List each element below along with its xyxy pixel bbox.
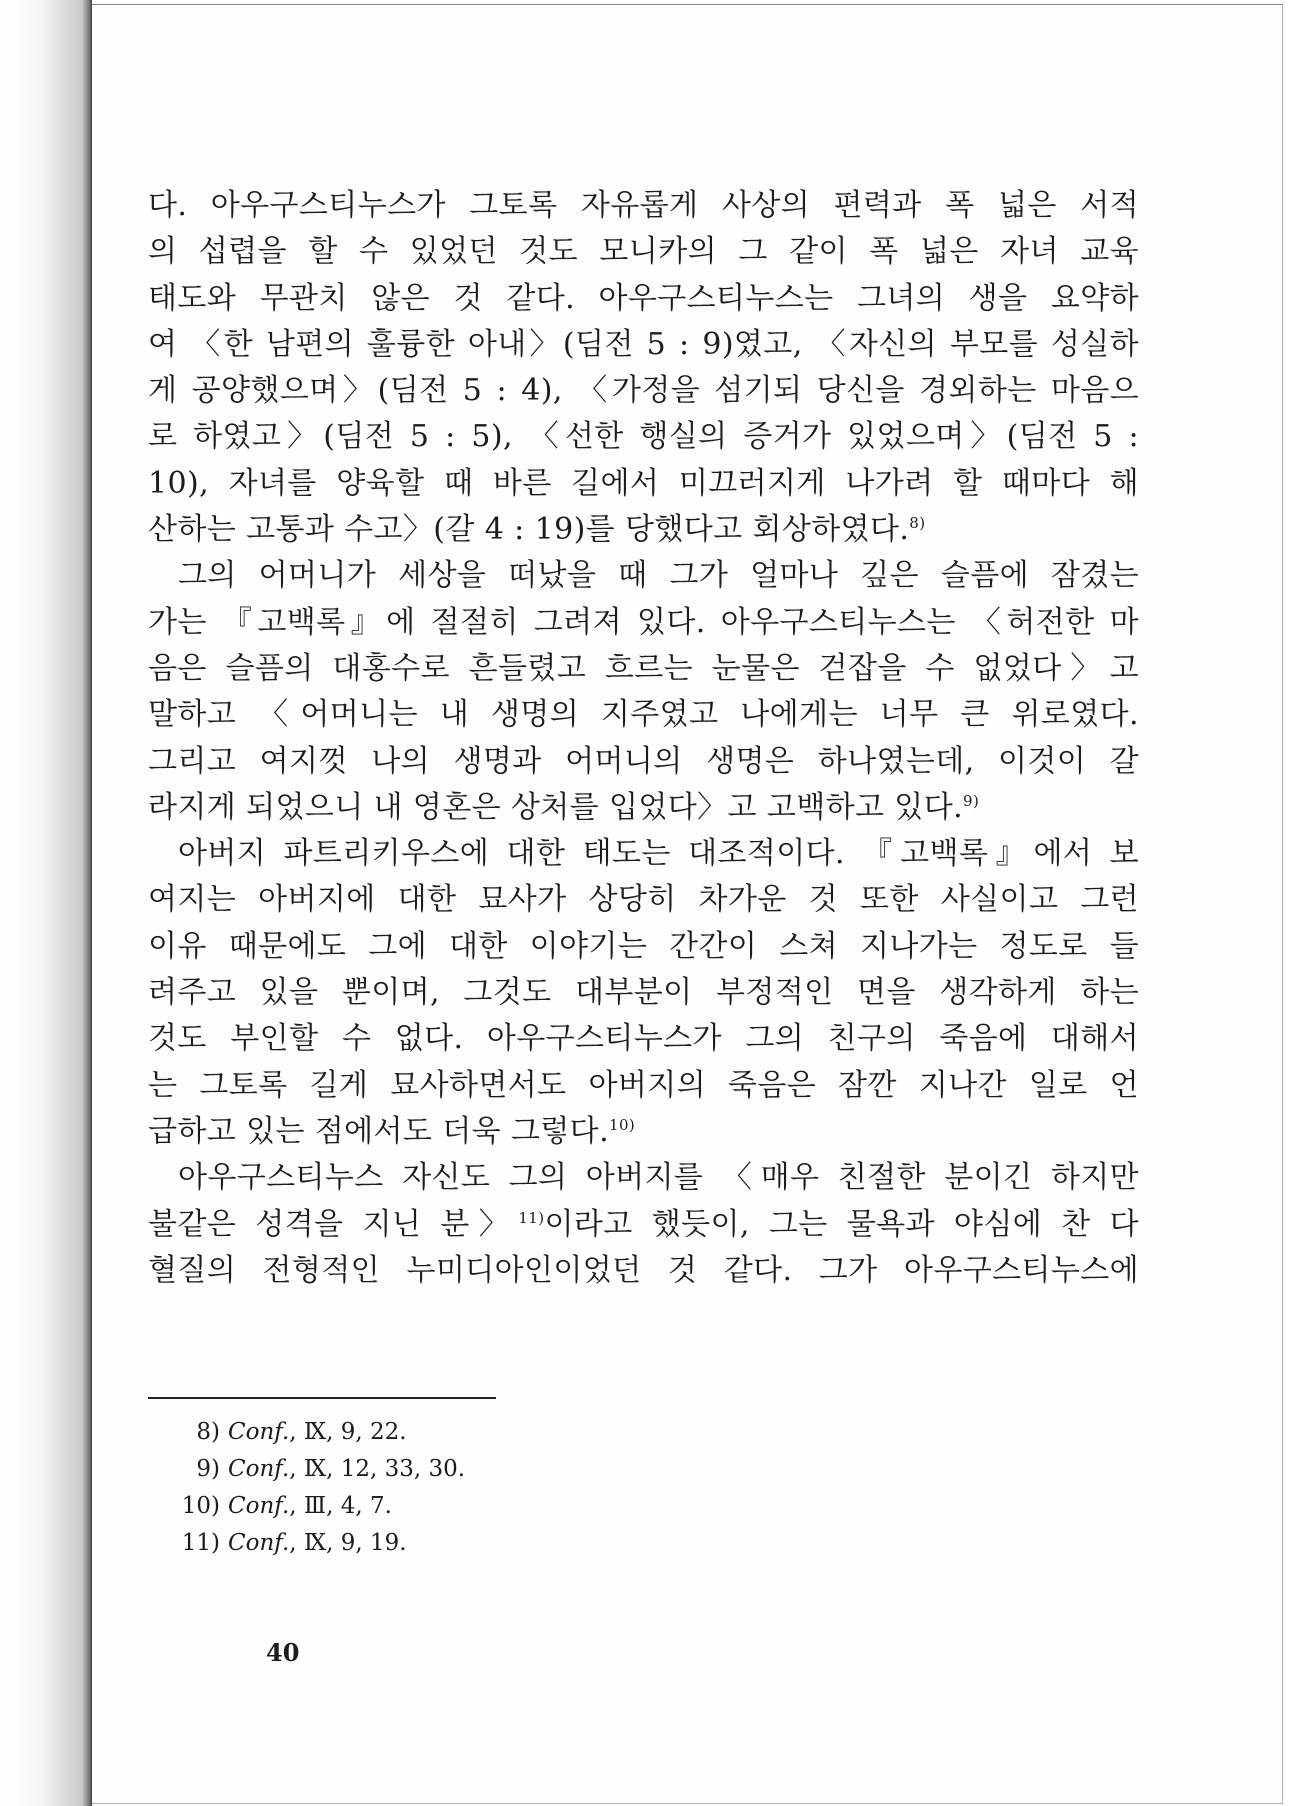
- footnote-ref: , Ⅸ, 9, 19.: [289, 1530, 407, 1556]
- text-line: 말하고 〈어머니는 내 생명의 지주였고 나에게는 너무 큰 위로였다.: [148, 697, 1139, 733]
- footnote-number: 9): [196, 1456, 220, 1482]
- book-gutter-shadow: [0, 0, 92, 1806]
- text-segment: 라지게 되었으니 내 영혼은 상처를 입었다〉고 고백하고 있다.: [148, 789, 964, 825]
- footnote-number: 8): [196, 1419, 220, 1445]
- footnote-ref: , Ⅸ, 9, 22.: [289, 1419, 407, 1445]
- paragraph-1: [148, 183, 1139, 553]
- text-line: 의 섭렵을 할 수 있었던 것도 모니카의 그 같이 폭 넓은 자녀 교육: [148, 234, 1139, 270]
- text-segment: 이라고 했듯이, 그는 물욕과 야심에 찬 다: [544, 1206, 1139, 1242]
- footnote-ref: , Ⅸ, 12, 33, 30.: [289, 1456, 466, 1482]
- text-line: 여 〈한 남편의 훌륭한 아내〉(딤전 5 : 9)였고, 〈자신의 부모를 성실하: [148, 326, 1139, 362]
- footnote-ref-10[interactable]: 10): [609, 1115, 636, 1134]
- footnote-item: [172, 1414, 772, 1451]
- text-line: 가는 『고백록』에 절절히 그려져 있다. 아우구스티누스는 〈허전한 마: [148, 604, 1139, 640]
- text-line: 10), 자녀를 양육할 때 바른 길에서 미끄러지게 나가려 할 때마다 해: [148, 465, 1139, 501]
- paragraph-3: [148, 831, 1139, 1155]
- footnote-number: 10): [181, 1493, 220, 1519]
- text-line: 태도와 무관치 않은 것 같다. 아우구스티누스는 그녀의 생을 요약하: [148, 280, 1139, 316]
- text-line: 로 하였고〉(딤전 5 : 5), 〈선한 행실의 증거가 있었으며〉(딤전 5 :: [148, 419, 1139, 455]
- footnote-ref-11[interactable]: 11): [518, 1208, 545, 1227]
- footnote-ref: , Ⅲ, 4, 7.: [289, 1493, 392, 1519]
- text-segment: 산하는 고통과 수고〉(갈 4 : 19)를 당했다고 회상하였다.: [148, 512, 910, 548]
- text-line: 여지는 아버지에 대한 묘사가 상당히 차가운 것 또한 사실이고 그런: [148, 882, 1139, 918]
- text-line: 혈질의 전형적인 누미디아인이었던 것 같다. 그가 아우구스티누스에: [148, 1252, 1139, 1288]
- footnote-ref-9[interactable]: 9): [963, 791, 980, 810]
- footnote-work: Conf.: [228, 1456, 290, 1482]
- text-line: 아버지 파트리키우스에 대한 태도는 대조적이다. 『고백록』에서 보: [178, 836, 1139, 872]
- text-line: [148, 785, 1139, 831]
- footnote-work: Conf.: [228, 1493, 290, 1519]
- text-line: 는 그토록 길게 묘사하면서도 아버지의 죽음은 잠깐 지나간 일로 언: [148, 1067, 1139, 1103]
- text-line: 려주고 있을 뿐이며, 그것도 대부분이 부정적인 면을 생각하게 하는: [148, 975, 1139, 1011]
- text-line: 다. 아우구스티누스가 그토록 자유롭게 사상의 편력과 폭 넓은 서적: [148, 188, 1139, 223]
- footnotes: [172, 1414, 772, 1562]
- footnote-divider: [148, 1397, 496, 1399]
- text-line: 그리고 여지껏 나의 생명과 어머니의 생명은 하나였는데, 이것이 갈: [148, 743, 1139, 779]
- text-line: 것도 부인할 수 없다. 아우구스티누스가 그의 친구의 죽음에 대해서: [148, 1021, 1139, 1057]
- text-line: 아우구스티누스 자신도 그의 아버지를 〈매우 친절한 분이긴 하지만: [178, 1160, 1139, 1196]
- text-segment: 급하고 있는 점에서도 더욱 그렇다.: [148, 1113, 610, 1149]
- text-line: 이유 때문에도 그에 대한 이야기는 간간이 스쳐 지나가는 정도로 들: [148, 928, 1139, 964]
- footnote-item: [172, 1451, 772, 1488]
- footnote-item: [172, 1488, 772, 1525]
- text-segment: 불같은 성격을 지닌 분〉: [148, 1206, 519, 1242]
- text-line: [148, 1109, 1139, 1155]
- footnote-work: Conf.: [228, 1419, 290, 1445]
- paragraph-4: [148, 1155, 1139, 1294]
- paragraph-2: [148, 553, 1139, 831]
- text-line: 그의 어머니가 세상을 떠났을 때 그가 얼마나 깊은 슬픔에 잠겼는: [178, 558, 1139, 594]
- footnote-ref-8[interactable]: 8): [909, 514, 926, 533]
- page-number: 40: [266, 1638, 300, 1667]
- text-line: 음은 슬픔의 대홍수로 흔들렸고 흐르는 눈물은 걷잡을 수 없었다〉고: [148, 650, 1139, 686]
- footnote-item: [172, 1525, 772, 1562]
- text-line: [148, 1202, 1139, 1248]
- text-line: 게 공양했으며〉(딤전 5 : 4), 〈가정을 섬기되 당신을 경외하는 마음으: [148, 373, 1139, 409]
- page-margin-right: [1283, 0, 1302, 1806]
- text-line: [148, 507, 1139, 553]
- body-text: [148, 183, 1139, 1294]
- footnote-number: 11): [181, 1530, 220, 1556]
- footnote-work: Conf.: [228, 1530, 290, 1556]
